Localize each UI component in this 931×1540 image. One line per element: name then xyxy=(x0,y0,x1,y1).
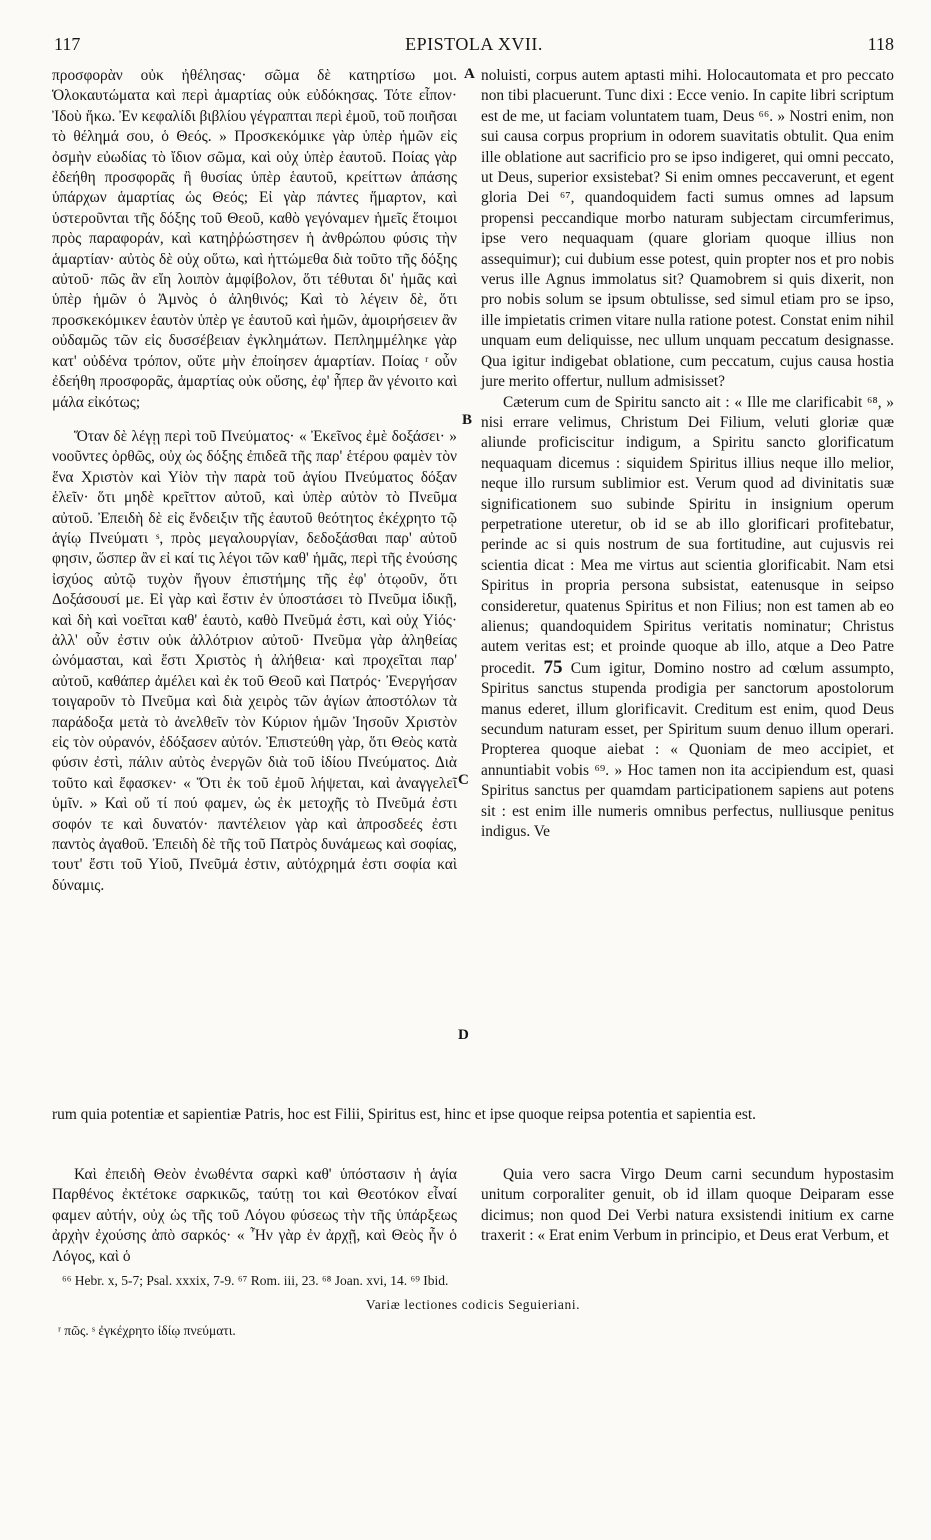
margin-marker-a: A xyxy=(464,66,475,82)
page-number-left: 117 xyxy=(54,34,81,54)
column-number: 75 xyxy=(543,656,563,678)
page-number-right: 118 xyxy=(867,34,894,54)
latin-paragraph-2-text: Cæterum cum de Spiritu sancto ait : « Ille me clarificabit ⁶⁸, » nisi errare velimus, Christum Dei Filium, veluti gloriæ quæ aliunde proficiscitur indigum, a Spiritu sancto glorificatum nequaquam dicemus : siquidem Spiritus illius neque illo melior, neque illo rursum sublimior est. Verum quod ad divinitatis suæ significationem suo subinde Spiritu in insignium operum perpetratione uteretur, ob id se ab illo glorificari profitebatur, perinde ac si quis nostrum de sua fortitudine, aut cujusvis rei scientia dicat : Mea me virtus aut scientia glorificabit. Nam etsi Spiritus in propria persona subsistat, eatenusque in seipso consideretur, quatenus Spiritus et non Filius; non est tamen ab eo alienus; quandoquidem Spiritus veritatis nominatur; Christus autem veritas est; et proinde quoque ab illo, atque a Deo Patre procedit. xyxy=(481,393,894,677)
latin-paragraph-3: Quia vero sacra Virgo Deum carni secundum hypostasim unitum corporaliter genuit, ob id illam quoque Deiparam esse dicimus; non quod Dei Verbi natura exsistendi initium ex carne traxerit : « Erat enim Verbum in principio, et Deus erat Verbum, et xyxy=(481,1166,894,1245)
margin-marker-b: B xyxy=(462,412,473,428)
greek-paragraph-1: προσφορὰν οὐκ ἠθέλησας· σῶμα δὲ κατηρτίσω μοι. Ὁλοκαυτώματα καὶ περὶ ἁμαρτίας οὐκ εὐδόκησας. Τότε εἶπον· Ἰδοὺ ἥκω. Ἐν κεφαλίδι βιβλίου γέγραπται περὶ ἐμοῦ, τοῦ ποιῆσαι τὸ θέλημά σου, ὁ Θεός. » Προσκεκόμικε γὰρ ὑπὲρ ἡμῶν εἰς ὀσμὴν εὐωδίας τὸ ἴδιον σῶμα, καὶ οὐχ ὑπὲρ ἑαυτοῦ. Ποίας γὰρ ἐδεήθη προσφορᾶς ἢ θυσίας ὑπὲρ ἑαυτοῦ, κρείττων ἁπάσης ὑπάρχων ἁμαρτίας ὡς Θεός; Εἰ γὰρ πάντες ἥμαρτον, καὶ ὑστεροῦνται τῆς δόξης τοῦ Θεοῦ, καθὸ γεγόναμεν ἡμεῖς ἕτοιμοι πρὸς παραφοράν, καὶ κατηῤῥώστησεν ἡ ἀνθρώπου φύσις τὴν ἁμαρτίαν· αὐτὸς δὲ οὐχ οὕτω, καὶ ἡττώμεθα διὰ τοῦτο τῆς δόξης αὐτοῦ· πῶς ἂν εἴη λοιπὸν ἀμφίβολον, ὅτι τέθυται δι' ἡμᾶς καὶ ὑπὲρ ἡμῶν ὁ Ἀμνὸς ὁ ἀληθινός; Καὶ τὸ λέγειν δὲ, ὅτι προσκεκόμικεν ἑαυτὸν ὑπὲρ γε ἑαυτοῦ καὶ ἡμῶν, ἀμοιρήσειεν ἂν οὐδαμῶς τῶν εἰς δυσσέβειαν ἐγκλημάτων. Πεπλημμέληκε γὰρ κατ' οὐδένα τρόπον, οὔτε μὴν ἐποίησεν ἁμαρτίαν. Ποίας ʳ οὖν ἐδεήθη προσφορᾶς, ἁμαρτίας οὐκ οὔσης, ἐφ' ἧπερ ἂν γένοιτο καὶ μάλα εἰκότως; xyxy=(52,67,457,411)
latin-bridge-text: rum quia potentiæ et sapientiæ Patris, hoc est Filii, Spiritus est, hinc et ipse quoque reipsa potentia et sapientia est. xyxy=(52,1106,757,1123)
greek-column xyxy=(52,66,457,896)
variae-lectiones-heading: Variæ lectiones codicis Seguieriani. xyxy=(365,1297,581,1312)
latin-paragraph-2 xyxy=(481,393,894,843)
running-header xyxy=(54,34,894,58)
greek-paragraph-3: Καὶ ἐπειδὴ Θεὸν ἐνωθέντα σαρκὶ καθ' ὑπόστασιν ἡ ἁγία Παρθένος ἐκτέτοκε σαρκικῶς, ταύτῃ τοι καὶ Θεοτόκον εἶναί φαμεν αὐτήν, οὐχ ὡς τῆς τοῦ Λόγου φύσεως τὴν τῆς ὑπάρξεως ἀρχὴν ἐχούσης ἀπὸ σαρκός· « Ἦν γὰρ ἐν ἀρχῇ, καὶ Θεὸς ἦν ὁ Λόγος, καὶ ὁ xyxy=(52,1166,457,1265)
running-title: EPISTOLA XVII. xyxy=(405,34,543,54)
greek-variant-notes: ʳ πῶς. ˢ ἐγκέχρητο ἰδίῳ πνεύματι. xyxy=(58,1323,236,1338)
footnote-references: ⁶⁶ Hebr. x, 5-7; Psal. xxxix, 7-9. ⁶⁷ Rom. iii, 23. ⁶⁸ Joan. xvi, 14. ⁶⁹ Ibid. xyxy=(62,1273,449,1288)
latin-paragraph-2b-text: Cum igitur, Domino nostro ad cœlum assumpto, Spiritus sanctus stupenda prodigia per sanctorum apostolorum manus ederet, illum glorificavit. Creditum est enim, quod Deus secundum naturam esset, per Spiritum suum denuo illum operari. Propterea quoque aiebat : « Quoniam de meo accipiet, et annuntiabit vobis ⁶⁹. » Hoc tamen non ita accipiendum est, quasi Spiritus sanctus per quamdam participationem sapiens aut potens sit : est enim ille numeris omnibus perfectus, nulliusque penitus indigus. Ve xyxy=(481,659,894,841)
latin-paragraph-1: noluisti, corpus autem aptasti mihi. Holocautomata et pro peccato non tibi placuerunt. Tunc dixi : Ecce venio. In capite libri scriptum est de me, ut faciam voluntatem tuam, Deus ⁶⁶. » Nostri enim, non sui causa corpus proprium in odorem suavitatis obtulit. Qua enim ille oblatione aut sacrificio pro se ipso indigeret, qui omni peccato, ut Deus, superior exsistebat? Si enim omnes peccaverunt, et egent gloria Dei ⁶⁷, quandoquidem facti sumus omnes ad lapsum propensi peccandique morbo naturam subjectam circumferimus, ipse vero nequaquam (quare gloriam quoque illius non assequimur); cui dubium esse potest, quin propter nos et pro nobis verus ille Agnus immolatus sit? Quamobrem si quis dixerit, non pro nobis solum se ipsum obtulisse, sed simul etiam pro se ipso, ille impietatis crimen vitare nulla ratione potest. Constat enim nihil unquam eum deliquisse, nec ullum unquam peccatum designasse. Qua igitur indigebat oblatione, cum peccatum, cujus causa hostia jure merito offertur, nullum admisisset? xyxy=(481,67,894,391)
margin-marker-d: D xyxy=(458,1027,469,1043)
margin-marker-c: C xyxy=(458,772,469,788)
greek-paragraph-2: Ὅταν δὲ λέγῃ περὶ τοῦ Πνεύματος· « Ἐκεῖνος ἐμὲ δοξάσει· » νοοῦντες ὀρθῶς, οὐχ ὡς δόξης ἐπιδεᾶ τῆς παρ' ἑτέρου φαμὲν τὸν ἕνα Χριστὸν καὶ Υἱὸν τὴν παρὰ τοῦ ἁγίου Πνεύματος δόξαν ἑλεῖν· ὅτι μηδὲ κρεῖττον αὐτοῦ, καὶ ὑπὲρ αὐτὸν τὸ Πνεῦμα αὐτοῦ. Ἐπειδὴ δὲ εἰς ἔνδειξιν τῆς ἑαυτοῦ θεότητος ἐκέχρητο τῷ ἁγίῳ Πνεύματι ˢ, πρὸς μεγαλουργίαν, δεδοξάσθαι παρ' αὐτοῦ φησιν, ὥσπερ ἂν εἰ καί τις λέγοι τῶν καθ' ἡμᾶς, περὶ τῆς ἐνούσης ἰσχύος αὐτῷ τυχὸν ἤγουν ἐπιστήμης τῆς ἐφ' ὁτῳοῦν, ὅτι Δοξάσουσί με. Εἰ γὰρ καὶ ἔστιν ἐν ὑποστάσει τὸ Πνεῦμα ἰδικῇ, καὶ δὴ καὶ νοεῖται καθ' ἑαυτὸ, καθὸ Πνεῦμά ἐστι, καὶ οὐχ Υἱός· ἀλλ' οὖν ἐστιν οὐκ ἀλλότριον αὐτοῦ· Πνεῦμα γὰρ ἀληθείας ὠνόμασται, καὶ ἔστι Χριστὸς ἡ ἀλήθεια· καὶ προχεῖται παρ' αὐτοῦ, καθάπερ ἀμέλει καὶ ἐκ τοῦ Θεοῦ καὶ Πατρός· Ἐνεργήσαν τοιγαροῦν τὸ Πνεῦμα καὶ διὰ χειρὸς τῶν ἁγίων ἀποστόλων τὰ παράδοξα μετὰ τὸ ἀνελθεῖν τὸν Κύριον ἡμῶν Ἰησοῦν Χριστὸν εἰς τὸν οὐρανόν, ἐδόξασεν αὐτόν. Ἐπιστεύθη γὰρ, ὅτι Θεὸς κατὰ φύσιν ἐστὶ, πάλιν αὐτὸς ἐνεργῶν διὰ τοῦ ἰδίου Πνεύματος. Διὰ τοῦτο καὶ ἔφασκεν· « Ὅτι ἐκ τοῦ ἐμοῦ λήψεται, καὶ ἀναγγελεῖ ὑμῖν. » Καὶ οὔ τί πού φαμεν, ὡς ἐκ μετοχῆς τὸ Πνεῦμά ἐστι σοφόν τε καὶ δυνατόν· παντέλειον γὰρ καὶ ἀπροσδεές ἐστι παντὸς ἀγαθοῦ. Ἐπειδὴ δὲ τῆς τοῦ Πατρὸς δυνάμεως καὶ σοφίας, τουτ' ἔστι τοῦ Υἱοῦ, Πνεῦμά ἐστιν, αὐτόχρημά ἐστι σοφία καὶ δύναμις. xyxy=(52,427,457,894)
latin-column xyxy=(481,66,894,842)
